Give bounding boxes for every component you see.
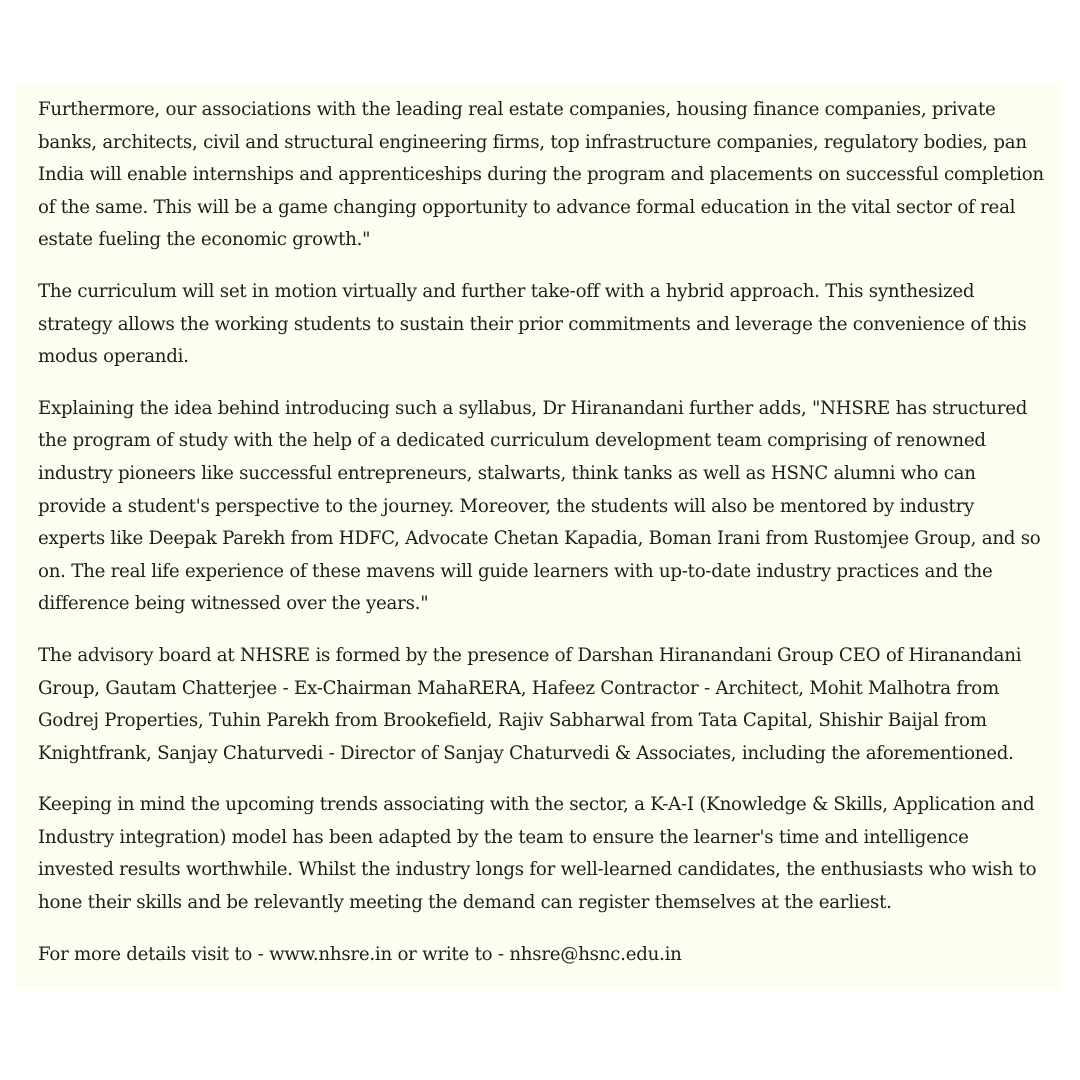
website-link[interactable]: www.nhsre.in xyxy=(269,943,392,965)
paragraph-kai-model: Keeping in mind the upcoming trends associating with the sector, a K-A-I (Knowledge & Skills, Application and Industry integration) model has been adapted by the team to ensure the learner's time and intelligence invested results worthwhile. Whilst the industry longs for well-learned candidates, the enthusiasts who wish to hone their skills and be relevantly meeting the demand can register themselves at the earliest. xyxy=(38,794,1037,914)
paragraph-associations: Furthermore, our associations with the leading real estate companies, housing finance companies, private banks, architects, civil and structural engineering firms, top infrastructure companies, regulatory bodies, pan India will enable internships and apprenticeships during the program and placements on successful completion of the same. This will be a game changing opportunity to advance formal education in the vital sector of real estate fueling the economic growth." xyxy=(38,99,1044,251)
email-link[interactable]: nhsre@hsnc.edu.in xyxy=(509,943,682,965)
contact-prefix: For more details visit to - xyxy=(38,943,270,965)
paragraph-curriculum: The curriculum will set in motion virtually and further take-off with a hybrid approach. This synthesized strategy allows the working students to sustain their prior commitments and leverage the convenience of this modus operandi. xyxy=(38,280,1027,368)
contact-middle: or write to - xyxy=(391,943,510,965)
contact-line xyxy=(38,939,1046,972)
article-body xyxy=(16,84,1060,990)
paragraph-explaining: Explaining the idea behind introducing such a syllabus, Dr Hiranandani further adds, "NHSRE has structured the program of study with the help of a dedicated curriculum development team comprising of renowned industry pioneers like successful entrepreneurs, stalwarts, think tanks as well as HSNC alumni who can provide a student's perspective to the journey. Moreover, the students will also be mentored by industry experts like Deepak Parekh from HDFC, Advocate Chetan Kapadia, Boman Irani from Rustomjee Group, and so on. The real life experience of these mavens will guide learners with up-to-date industry practices and the difference being witnessed over the years." xyxy=(38,397,1041,615)
paragraph-advisory-board: The advisory board at NHSRE is formed by the presence of Darshan Hiranandani Group CEO of Hiranandani Group, Gautam Chatterjee - Ex-Chairman MahaRERA, Hafeez Contractor - Architect, Mohit Malhotra from Godrej Properties, Tuhin Parekh from Brookefield, Rajiv Sabharwal from Tata Capital, Shishir Baijal from Knightfrank, Sanjay Chaturvedi - Director of Sanjay Chaturvedi & Associates, including the aforementioned. xyxy=(38,644,1022,764)
